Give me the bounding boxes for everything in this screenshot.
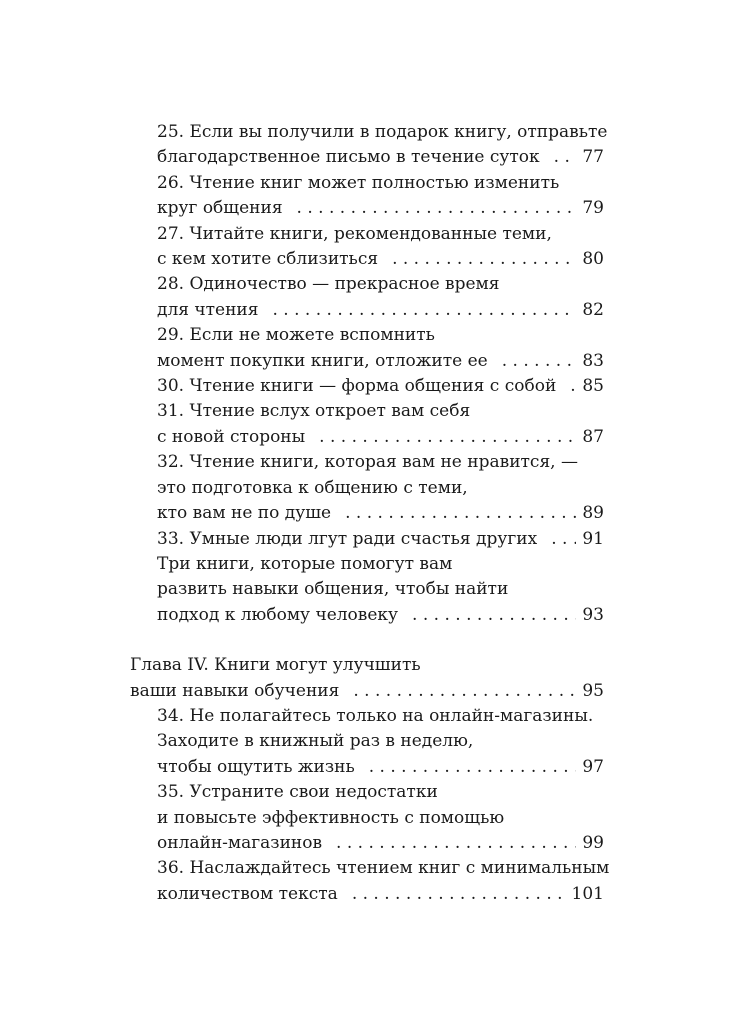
toc-title-end: количеством текста <box>157 883 338 904</box>
dot-leader <box>570 374 576 399</box>
toc-title-end: благодарственное письмо в течение суток <box>157 147 540 168</box>
toc-title-end: для чтения <box>157 299 259 320</box>
toc-title-end: 30. Чтение книги — форма общения с собой <box>157 376 557 397</box>
toc-line: и повысьте эффективность с помощью <box>157 807 505 828</box>
toc-line: Заходите в книжный раз в неделю, <box>157 731 474 752</box>
toc-line: 29. Если не можете вспомнить <box>157 325 435 346</box>
dot-leader <box>273 298 577 323</box>
toc-entry <box>157 780 604 856</box>
toc-entry <box>157 222 604 273</box>
toc-title-end: момент покупки книги, отложите ее <box>157 350 488 371</box>
page-number: 89 <box>582 503 604 524</box>
toc-line: 32. Чтение книги, которая вам не нравится, — <box>157 452 578 473</box>
toc-entry <box>157 450 604 526</box>
page-number: 91 <box>582 528 604 549</box>
toc-line: 26. Чтение книг может полностью изменить <box>157 172 560 193</box>
toc-title-end: чтобы ощутить жизнь <box>157 756 355 777</box>
page-number: 93 <box>582 604 604 625</box>
dot-leader <box>336 831 576 856</box>
dot-leader <box>297 196 577 221</box>
page-number: 79 <box>582 198 604 219</box>
dot-leader <box>319 425 576 450</box>
toc-entry <box>157 120 608 171</box>
page-number: 95 <box>582 680 604 701</box>
toc-entry <box>157 399 604 450</box>
dot-leader <box>502 349 577 374</box>
toc-line: 34. Не полагайтесь только на онлайн-магазины. <box>157 705 594 726</box>
toc-line: 27. Читайте книги, рекомендованные теми, <box>157 223 552 244</box>
page-number: 99 <box>582 832 604 853</box>
page-number: 101 <box>571 883 604 904</box>
table-of-contents <box>0 120 750 907</box>
dot-leader <box>345 501 576 526</box>
dot-leader <box>554 145 577 170</box>
toc-line: 35. Устраните свои недостатки <box>157 782 438 803</box>
page-number: 77 <box>582 147 604 168</box>
toc-line: развить навыки общения, чтобы найти <box>157 579 509 600</box>
toc-entry <box>157 527 604 552</box>
toc-title-end: ваши навыки обучения <box>130 680 340 701</box>
dot-leader <box>412 603 576 628</box>
page-number: 82 <box>582 299 604 320</box>
toc-title-end: с кем хотите сблизиться <box>157 249 379 270</box>
toc-title-end: онлайн-магазинов <box>157 832 323 853</box>
dot-leader <box>392 247 576 272</box>
chapter-spacer <box>0 628 750 653</box>
page-number: 87 <box>582 426 604 447</box>
toc-entry <box>157 272 604 323</box>
dot-leader <box>369 755 577 780</box>
page-number: 97 <box>582 756 604 777</box>
toc-line: это подготовка к общению с теми, <box>157 477 468 498</box>
toc-entry <box>157 323 604 374</box>
dot-leader <box>352 882 566 907</box>
toc-title-end: подход к любому человеку <box>157 604 399 625</box>
toc-title-end: 33. Умные люди лгут ради счастья других <box>157 528 538 549</box>
toc-line: 28. Одиночество — прекрасное время <box>157 274 500 295</box>
toc-line: Три книги, которые помогут вам <box>157 553 453 574</box>
page-number: 83 <box>582 350 604 371</box>
page-number: 80 <box>582 249 604 270</box>
toc-entry <box>157 171 604 222</box>
toc-line: 36. Наслаждайтесь чтением книг с минимальным <box>157 858 610 879</box>
toc-title-end: кто вам не по душе <box>157 503 332 524</box>
toc-entry <box>157 704 604 780</box>
toc-entry <box>157 374 604 399</box>
toc-title-end: круг общения <box>157 198 283 219</box>
toc-entry <box>157 856 610 907</box>
dot-leader <box>353 679 576 704</box>
toc-chapter-heading <box>130 653 604 704</box>
toc-line: Глава IV. Книги могут улучшить <box>130 655 421 676</box>
toc-title-end: с новой стороны <box>157 426 306 447</box>
toc-line: 25. Если вы получили в подарок книгу, отправьте <box>157 122 608 142</box>
page-number: 85 <box>582 376 604 397</box>
toc-line: 31. Чтение вслух откроет вам себя <box>157 401 471 422</box>
toc-entry <box>157 552 604 628</box>
dot-leader <box>551 527 576 552</box>
